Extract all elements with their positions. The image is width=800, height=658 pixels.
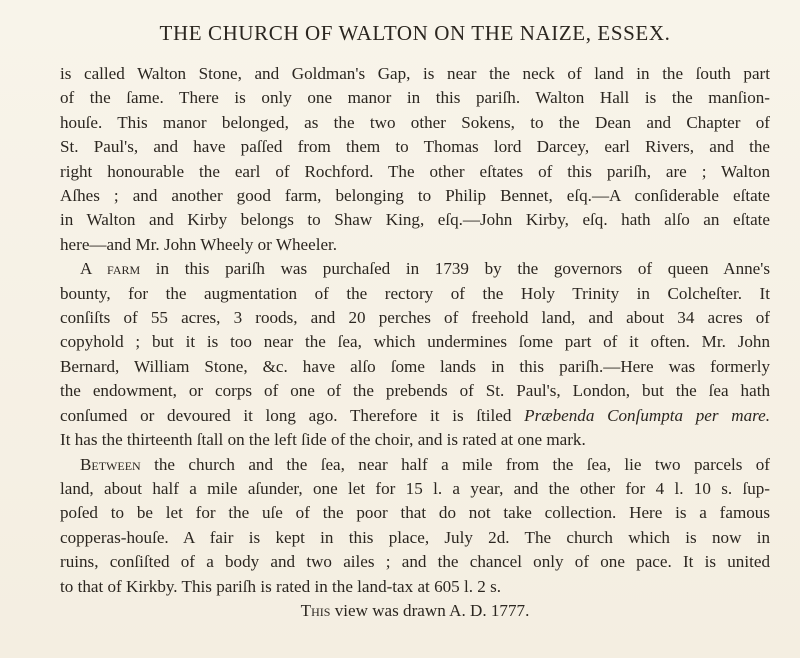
paragraph-lead: A farm xyxy=(80,259,141,279)
text-line: houſe. This manor belonged, as the two other Sokens, to the Dean and Chapter of xyxy=(60,112,770,132)
text-line xyxy=(60,404,770,428)
text-line: of the ſame. There is only one manor in this pariſh. Walton Hall is the manſion- xyxy=(60,88,770,108)
text-line: land, about half a mile aſunder, one let for 15 l. a year, and the other for 4 l. 10 s. ſup- xyxy=(60,478,770,498)
text-line: St. Paul's, and have paſſed from them to Thomas lord Darcey, earl Rivers, and the xyxy=(60,137,770,157)
paragraph-2 xyxy=(60,257,770,452)
text-line: ruins, conſiſted of a body and two ailes ; and the chancel only of one pace. It is united xyxy=(60,552,770,572)
text-fragment: in this pariſh was purchaſed in 1739 by the governors of queen Anne's xyxy=(140,259,770,279)
closing-lead: This xyxy=(300,600,331,620)
text-fragment: the church and the ſea, near half a mile from the ſea, lie two parcels of xyxy=(140,454,770,474)
closing-text: view was drawn A. D. 1777. xyxy=(330,600,530,620)
text-line: the endowment, or corps of one of the prebends of St. Paul's, London, but the ſea hath xyxy=(60,381,770,401)
paragraph-lead: Between xyxy=(80,454,141,474)
paragraph-1 xyxy=(60,62,770,257)
text-line: Bernard, William Stone, &c. have alſo ſome lands in this pariſh.—Here was formerly xyxy=(60,356,770,376)
text-line: in Walton and Kirby belongs to Shaw King, eſq.—John Kirby, eſq. hath alſo an eſtate xyxy=(60,210,770,230)
text-line: to that of Kirkby. This pariſh is rated in the land-tax at 605 l. 2 s. xyxy=(60,576,502,596)
text-line: poſed to be let for the uſe of the poor that do not take collection. Here is a famous xyxy=(60,503,770,523)
italic-phrase: Præbenda Conſumpta per mare. xyxy=(524,405,771,425)
text-line: Aſhes ; and another good farm, belonging to Philip Bennet, eſq.—A conſiderable eſtate xyxy=(60,186,770,206)
text-line: copperas-houſe. A fair is kept in this place, July 2d. The church which is now in xyxy=(60,527,770,547)
text-line xyxy=(60,257,770,281)
text-line: It has the thirteenth ſtall on the left ſide of the choir, and is rated at one mark. xyxy=(60,430,586,450)
closing-line xyxy=(60,599,770,623)
text-line: copyhold ; but it is too near the ſea, which undermines ſome part of it often. Mr. John xyxy=(60,332,770,352)
page-heading: THE CHURCH OF WALTON ON THE NAIZE, ESSEX. xyxy=(159,21,671,45)
paragraph-3 xyxy=(60,453,770,599)
text-line: is called Walton Stone, and Goldman's Gap, is near the neck of land in the ſouth part xyxy=(60,64,770,83)
body-text xyxy=(60,62,770,623)
text-line: right honourable the earl of Rochford. The other eſtates of this pariſh, are ; Walton xyxy=(60,161,770,181)
text-line: conſiſts of 55 acres, 3 roods, and 20 perches of freehold land, and about 34 acres of xyxy=(60,308,770,328)
text-line xyxy=(60,453,770,477)
text-line: here—and Mr. John Wheely or Wheeler. xyxy=(60,234,338,254)
text-line: bounty, for the augmentation of the rectory of the Holy Trinity in Colcheſter. It xyxy=(60,283,770,303)
text-fragment: conſumed or devoured it long ago. Therefore it is ſtiled xyxy=(60,405,525,425)
